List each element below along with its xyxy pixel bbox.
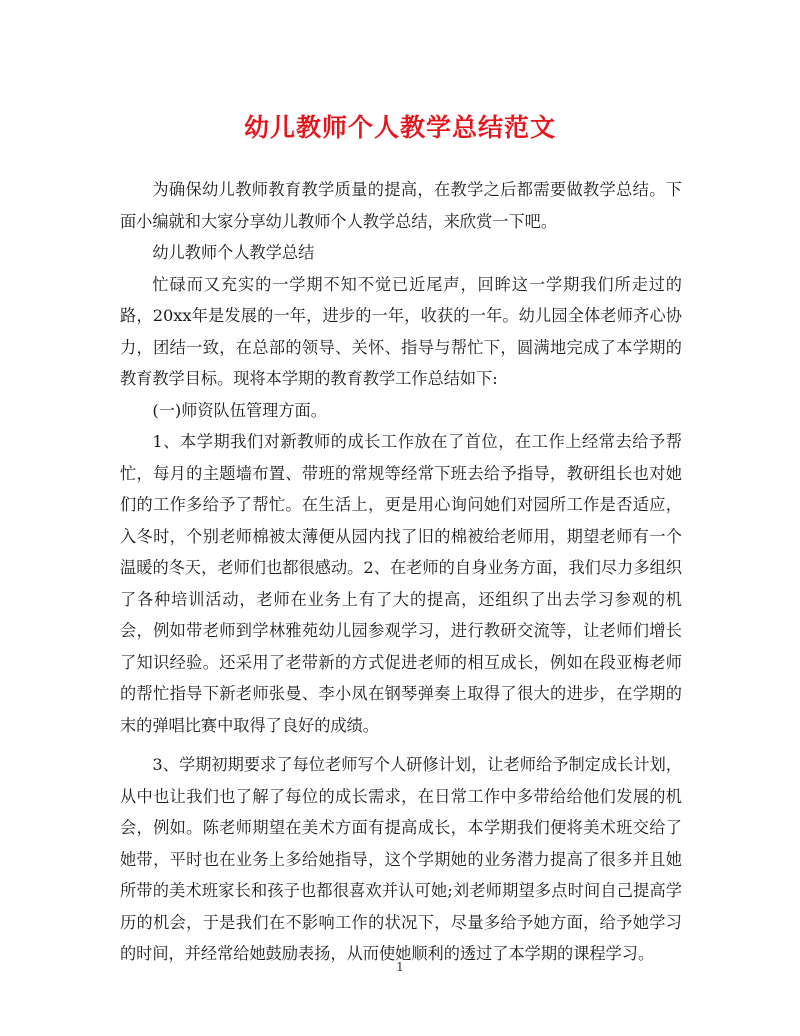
item-3-paragraph: 3、学期初期要求了每位老师写个人研修计划，让老师给予制定成长计划，从中也让我们也了解了每位的成长需求，在日常工作中多带给给他们发展的机会，例如。陈老师期望在美术方面有提高成长，本学期我们便将美术班交给了她带，平时也在业务上多给她指导，这个学期她的业务潜力提高了很多并且她所带的美术班家长和孩子也都很喜欢并认可她;刘老师期望多点时间自己提高学历的机会，于是我们在不影响工作的状况下，尽量多给予她方面，给予她学习的时间，并经常给她鼓励表扬，从而使她顺利的透过了本学期的课程学习。 <box>120 755 682 963</box>
intro-paragraph: 为确保幼儿教师教育教学质量的提高，在教学之后都需要做教学总结。下面小编就和大家分享幼儿教师个人教学总结，来欣赏一下吧。 <box>120 180 682 231</box>
item-1-paragraph: 1、本学期我们对新教师的成长工作放在了首位，在工作上经常去给予帮忙，每月的主题墙布置、带班的常规等经常下班去给予指导，教研组长也对她们的工作多给予了帮忙。在生活上，更是用心询问她们对园所工作是否适应，入冬时，个别老师棉被太薄便从园内找了旧的棉被给老师用，期望老师有一个温暖的冬天，老师们也都很感动。2、在老师的自身业务方面，我们尽力多组织了各种培训活动，老师在业务上有了大的提高，还组织了出去学习参观的机会，例如带老师到学林雅苑幼儿园参观学习，进行教研交流等，让老师们增长了知识经验。还采用了老带新的方式促进老师的相互成长，例如在段亚梅老师的帮忙指导下新老师张曼、李小凤在钢琴弹奏上取得了很大的进步，在学期的末的弹唱比赛中取得了良好的成绩。 <box>120 432 682 735</box>
subsection-heading: (一)师资队伍管理方面。 <box>152 400 327 420</box>
section-heading: 幼儿教师个人教学总结 <box>152 243 315 262</box>
document-title: 幼儿教师个人教学总结范文 <box>243 113 556 142</box>
document-body <box>120 174 682 970</box>
page-number: 1 <box>396 960 404 974</box>
overview-paragraph: 忙碌而又充实的一学期不知不觉已近尾声，回眸这一学期我们所走过的路，20xx年是发展的一年，进步的一年，收获的一年。幼儿园全体老师齐心协力，团结一致，在总部的领导、关怀、指导与帮忙下，圆满地完成了本学期的教育教学目标。现将本学期的教育教学工作总结如下: <box>120 274 682 388</box>
